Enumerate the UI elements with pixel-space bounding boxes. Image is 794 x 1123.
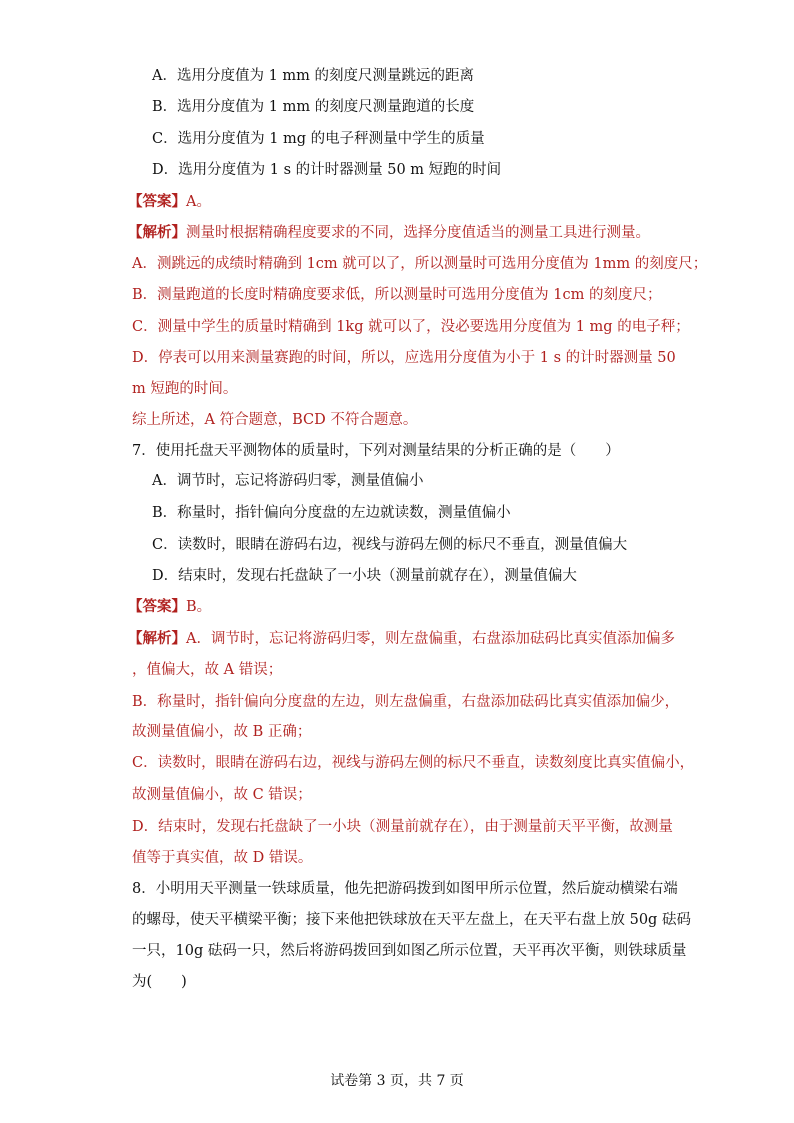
- q6-analysis-line-4: C．测量中学生的质量时精确到 1kg 就可以了，没必要选用分度值为 1 mg 的电子秤；: [132, 319, 690, 335]
- q7-option-b: B．称量时，指针偏向分度盘的左边就读数，测量值偏小: [152, 505, 511, 521]
- q7-stem: 7．使用托盘天平测物体的质量时，下列对测量结果的分析正确的是（ ）: [132, 443, 620, 459]
- q6-answer: [128, 192, 211, 212]
- q7-analysis-line-7: D．结束时，发现右托盘缺了一小块（测量前就存在），由于测量前天平平衡，故测量: [132, 819, 673, 835]
- q8-stem-line-4: 为( ): [132, 974, 187, 990]
- q7-option-a: A．调节时，忘记将游码归零，测量值偏小: [152, 473, 424, 489]
- q6-option-b: B．选用分度值为 1 mm 的刻度尺测量跑道的长度: [152, 99, 475, 115]
- q8-stem-line-1: 8．小明用天平测量一铁球质量，他先把游码拨到如图甲所示位置，然后旋动横梁右端: [132, 881, 678, 897]
- q6-analysis-line-2: A．测跳远的成绩时精确到 1cm 就可以了，所以测量时可选用分度值为 1mm 的刻度尺；: [132, 256, 708, 272]
- q7-option-d: D．结束时，发现右托盘缺了一小块（测量前就存在），测量值偏大: [152, 568, 577, 584]
- answer-tag: 【答案】: [128, 598, 186, 615]
- q6-option-a: A．选用分度值为 1 mm 的刻度尺测量跳远的距离: [152, 68, 475, 84]
- analysis-tag: 【解析】: [128, 224, 186, 241]
- q6-analysis-line-5: D．停表可以用来测量赛跑的时间，所以，应选用分度值为小于 1 s 的计时器测量 50: [132, 350, 676, 366]
- q7-analysis-line-6: 故测量值偏小，故 C 错误；: [132, 787, 312, 803]
- q8-stem-line-3: 一只，10g 砝码一只，然后将游码拨回到如图乙所示位置，天平再次平衡，则铁球质量: [132, 943, 687, 959]
- q7-analysis-line-1: [128, 629, 675, 649]
- q7-option-c: C．读数时，眼睛在游码右边，视线与游码左侧的标尺不垂直，测量值偏大: [152, 537, 628, 553]
- answer-tag: 【答案】: [128, 193, 186, 210]
- q8-stem-line-2: 的螺母，使天平横梁平衡；接下来他把铁球放在天平左盘上，在天平右盘上放 50g 砝码: [132, 912, 691, 928]
- q7-analysis-line-8: 值等于真实值，故 D 错误。: [132, 850, 313, 866]
- q6-option-c: C．选用分度值为 1 mg 的电子秤测量中学生的质量: [152, 131, 485, 147]
- analysis-text: A．调节时，忘记将游码归零，则左盘偏重，右盘添加砝码比真实值添加偏多: [186, 631, 675, 647]
- q6-option-d: D．选用分度值为 1 s 的计时器测量 50 m 短跑的时间: [152, 162, 502, 178]
- q7-analysis-line-2: ，值偏大，故 A 错误；: [132, 662, 283, 678]
- answer-value: A。: [186, 194, 211, 210]
- q7-analysis-line-3: B．称量时，指针偏向分度盘的左边，则左盘偏重，右盘添加砝码比真实值添加偏少，: [132, 694, 680, 710]
- q6-analysis-line-3: B．测量跑道的长度时精确度要求低，所以测量时可选用分度值为 1cm 的刻度尺；: [132, 287, 662, 303]
- page-footer: 试卷第 3 页，共 7 页: [330, 1073, 464, 1089]
- q7-answer: [128, 597, 211, 617]
- q6-analysis-line-7: 综上所述，A 符合题意，BCD 不符合题意。: [132, 412, 418, 428]
- answer-value: B。: [186, 599, 212, 615]
- q6-analysis-line-6: m 短跑的时间。: [132, 381, 238, 397]
- q6-analysis-line-1: [128, 223, 650, 243]
- q7-analysis-line-4: 故测量值偏小，故 B 正确；: [132, 724, 312, 740]
- analysis-tag: 【解析】: [128, 630, 186, 647]
- analysis-text: 测量时根据精确程度要求的不同，选择分度值适当的测量工具进行测量。: [186, 225, 650, 241]
- q7-analysis-line-5: C．读数时，眼睛在游码右边，视线与游码左侧的标尺不垂直，读数刻度比真实值偏小，: [132, 755, 695, 771]
